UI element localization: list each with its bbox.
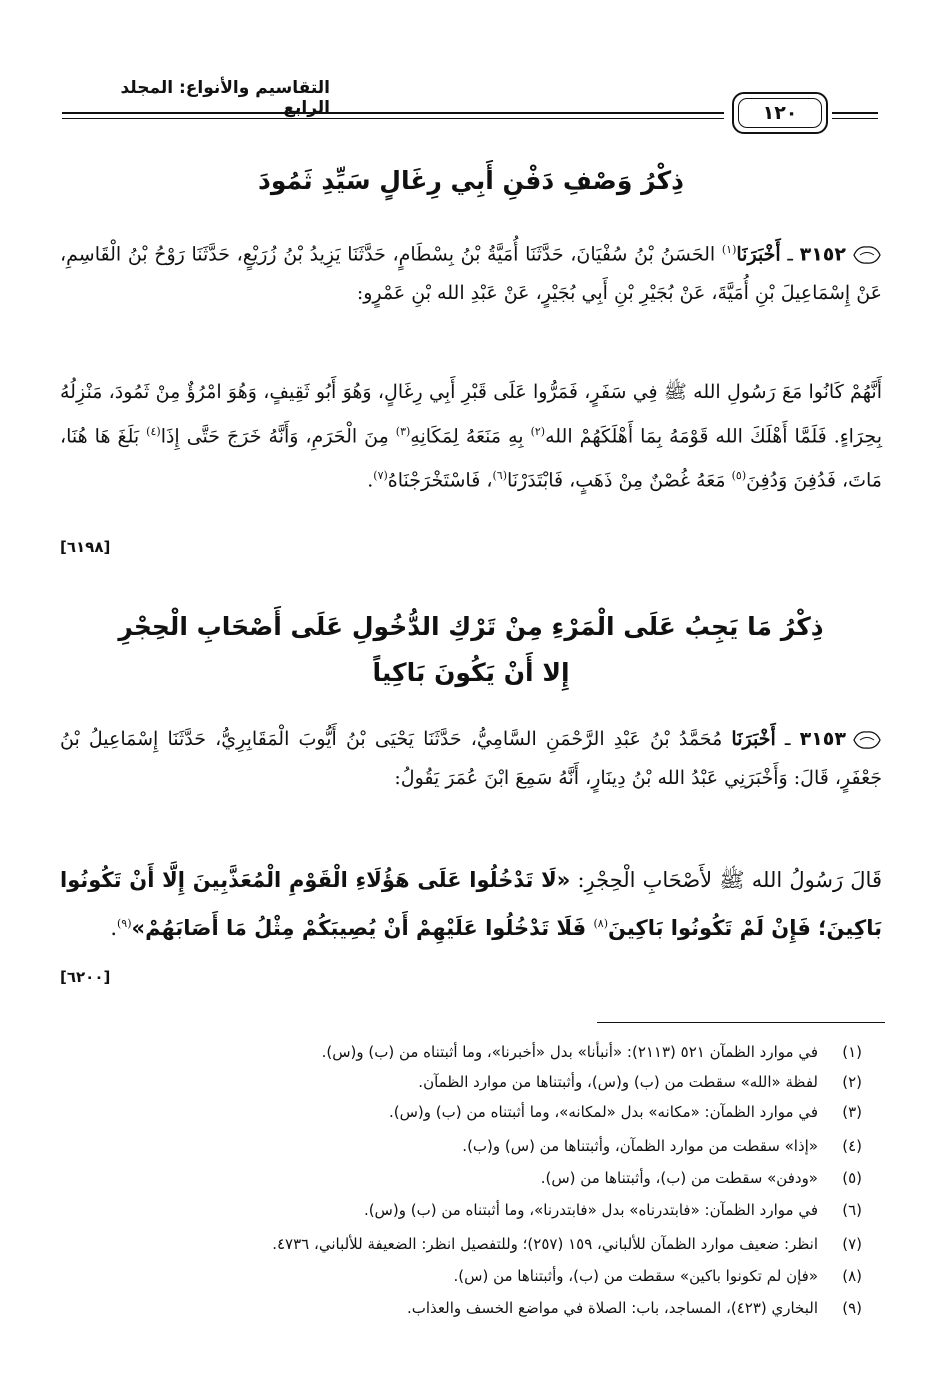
footnote bbox=[102, 1298, 862, 1318]
hadith-matn bbox=[60, 858, 882, 950]
footnote-mark: (٤) bbox=[146, 425, 161, 438]
footnote-number: (٤) bbox=[842, 1137, 862, 1155]
header-rule bbox=[832, 112, 878, 114]
page-number: ١٢٠ bbox=[738, 98, 822, 128]
footnote bbox=[102, 1266, 862, 1286]
running-title: التقاسيم والأنواع: المجلد الرابع bbox=[120, 78, 330, 118]
hadith-reference: [٦١٩٨] bbox=[60, 538, 111, 556]
footnote-mark: (٧) bbox=[373, 469, 388, 483]
footnote-text: لفظة «الله» سقطت من (ب) و(س)، وأثبتناها من موارد الظمآن. bbox=[418, 1073, 818, 1091]
footnote bbox=[102, 1042, 862, 1062]
prophetic-quote: فَلَا تَدْخُلُوا عَلَيْهِمْ أَنْ يُصِيبَكُمْ مِثْلُ مَا أَصَابَهُمْ» bbox=[131, 916, 594, 940]
footnote-mark: (٢) bbox=[530, 425, 546, 438]
isnad-text: مُحَمَّدُ بْنُ عَبْدِ الرَّحْمَنِ السَّامِيُّ، حَدَّثَنَا يَحْيَى بْنُ أَيُّوبَ الْمَقَابِرِيُّ، حَدَّثَنَا إِسْمَاعِيلُ بْنُ جَعْفَرٍ، قَالَ: وَأَخْبَرَنِي عَبْدُ الله بْنُ دِينَارٍ، أَنَّهُ سَمِعَ ابْنَ عُمَرَ يَقُولُ: bbox=[60, 728, 882, 789]
matn-text: مِنَ الْحَرَمِ، وَأَنَّهُ خَرَجَ حَتَّى إِذَا bbox=[160, 425, 396, 448]
footnote-text: البخاري (٤٢٣)، المساجد، باب: الصلاة في مواضع الخسف والعذاب. bbox=[406, 1299, 818, 1317]
akhbarana-label: أَخْبَرَنَا bbox=[736, 243, 781, 266]
hadith-badge-icon bbox=[846, 243, 882, 265]
footnote-number: (٦) bbox=[842, 1201, 862, 1219]
footnote-mark: (٩) bbox=[117, 917, 132, 930]
footnote-separator bbox=[597, 1022, 885, 1023]
footnote bbox=[102, 1200, 862, 1220]
footnote-number: (٩) bbox=[842, 1299, 862, 1317]
footnote-number: (٨) bbox=[842, 1267, 862, 1285]
page-number-frame bbox=[732, 92, 828, 134]
hadith-isnad: ٣١٥٢ ـ أَخْبَرَنَا$^{(١)}$ الحَسَنُ بْنُ سُفْيَانَ، حَدَّثَنَا أُمَيَّةُ بْنُ بِسْطَامٍ، حَدَّثَنَا يَزِيدُ بْنُ زُرَيْعٍ، حَدَّثَنَا رَوْحُ بْنُ الْقَاسِمِ، عَنْ إِسْمَاعِيلَ بْنِ أُمَيَّةَ، عَنْ بُجَيْرِ بْنِ أَبِي بُجَيْرٍ، عَنْ عَبْدِ الله بْنِ عَمْرٍو: bbox=[60, 243, 882, 305]
matn-text: ، فَاسْتَخْرَجْنَاهُ bbox=[387, 469, 493, 492]
akhbarana-label: أَخْبَرَنَا bbox=[731, 728, 776, 750]
hadith-number: ٣١٥٢ bbox=[799, 243, 846, 266]
footnote-text: «إذا» سقطت من موارد الظمآن، وأثبتناها من (س) و(ب). bbox=[462, 1137, 818, 1155]
footnote-text: في موارد الظمآن: «مكانه» بدل «لمكانه»، وما أثبتناه من (ب) و(س). bbox=[388, 1103, 818, 1121]
hadith-isnad: ٣١٥٣ ـ أَخْبَرَنَا مُحَمَّدُ بْنُ عَبْدِ الرَّحْمَنِ السَّامِيُّ، حَدَّثَنَا يَحْيَى بْنُ أَيُّوبَ الْمَقَابِرِيُّ، حَدَّثَنَا إِسْمَاعِيلُ بْنُ جَعْفَرٍ، قَالَ: وَأَخْبَرَنِي عَبْدُ الله بْنُ دِينَارٍ، أَنَّهُ سَمِعَ ابْنَ عُمَرَ يَقُولُ: bbox=[60, 728, 882, 789]
footnote-text: انظر: ضعيف موارد الظمآن للألباني، ١٥٩ (٢٥٧)؛ وللتفصيل انظر: الضعيفة للألباني، ٤٧٣٦. bbox=[272, 1235, 818, 1253]
footnote-mark: (٥) bbox=[731, 469, 747, 483]
footnote-text: «ودفن» سقطت من (ب)، وأثبتناها من (س). bbox=[540, 1169, 818, 1187]
footnote-number: (٣) bbox=[842, 1103, 862, 1121]
header-rule bbox=[62, 118, 724, 119]
prophetic-quote: «لَا تَدْخُلُوا عَلَى هَؤُلَاءِ الْقَوْمِ الْمُعَذَّبِينَ إِلَّا أَنْ تَكُونُوا بَاكِينَ؛ فَإِنْ لَمْ تَكُونُوا بَاكِينَ bbox=[60, 868, 882, 940]
hadith-badge-icon bbox=[846, 728, 882, 750]
isnad-text: الحَسَنُ بْنُ سُفْيَانَ، حَدَّثَنَا أُمَيَّةُ بْنُ بِسْطَامٍ، حَدَّثَنَا يَزِيدُ بْنُ زُرَيْعٍ، حَدَّثَنَا رَوْحُ بْنُ الْقَاسِمِ، عَنْ إِسْمَاعِيلَ بْنِ أُمَيَّةَ، عَنْ بُجَيْرِ بْنِ أَبِي بُجَيْرٍ، عَنْ عَبْدِ الله بْنِ عَمْرٍو: bbox=[60, 243, 882, 305]
footnote-number: (٢) bbox=[842, 1073, 862, 1091]
section-heading: ذِكْرُ وَصْفِ دَفْنِ أَبِي رِغَالٍ سَيِّدِ ثَمُودَ bbox=[258, 166, 684, 195]
hadith-matn bbox=[60, 373, 882, 501]
header-rule bbox=[832, 118, 878, 119]
footnote-text: «فإن لم تكونوا باكين» سقطت من (ب)، وأثبتناها من (س). bbox=[453, 1267, 818, 1285]
matn-text: . bbox=[367, 469, 374, 492]
section-heading: إِلا أَنْ يَكُونَ بَاكِياً bbox=[372, 658, 570, 687]
footnote-number: (٧) bbox=[842, 1235, 862, 1253]
footnote bbox=[102, 1102, 862, 1122]
footnote bbox=[102, 1168, 862, 1188]
footnote bbox=[102, 1136, 862, 1156]
matn-text: . bbox=[110, 916, 117, 940]
section-heading: ذِكْرُ مَا يَجِبُ عَلَى الْمَرْءِ مِنْ تَرْكِ الدُّخُولِ عَلَى أَصْحَابِ الْحِجْرِ bbox=[118, 612, 824, 641]
footnote-mark: (٣) bbox=[395, 425, 411, 438]
matn-text: بِهِ مَنَعَهُ لِمَكَانِهِ bbox=[410, 425, 531, 448]
footnote bbox=[102, 1234, 862, 1254]
footnote bbox=[102, 1072, 862, 1092]
matn-text: أَنَّهُمْ كَانُوا مَعَ رَسُولِ الله ﷺ فِي سَفَرٍ، فَمَرُّوا عَلَى قَبْرِ أَبِي رِغَالٍ، وَهُوَ أَبُو ثَقِيفٍ، وَهُوَ امْرُؤٌ مِنْ ثَمُودَ، مَنْزِلُهُ بِحِرَاءٍ. فَلَمَّا أَهْلَكَ الله قَوْمَهُ بِمَا أَهْلَكَهُمْ الله bbox=[60, 381, 882, 448]
footnote-number: (١) bbox=[842, 1043, 862, 1061]
footnote-mark: (٦) bbox=[492, 469, 507, 483]
footnote-text: في موارد الظمآن ٥٢١ (٢١١٣): «أنبأنا» بدل «أخبرنا»، وما أثبتناه من (ب) و(س). bbox=[321, 1043, 818, 1061]
header-rule bbox=[62, 112, 724, 114]
footnote-number: (٥) bbox=[842, 1169, 862, 1187]
matn-text: بَلَغَ هَا هُنَا، مَاتَ، فَدُفِنَ وَدُفِنَ bbox=[60, 425, 882, 492]
hadith-reference: [٦٢٠٠] bbox=[60, 968, 111, 986]
matn-text: قَالَ رَسُولُ الله ﷺ لأَصْحَابِ الْحِجْرِ: bbox=[570, 868, 882, 892]
footnote-text: في موارد الظمآن: «فابتدرناه» بدل «فابتدرنا»، وما أثبتناه من (ب) و(س). bbox=[363, 1201, 818, 1219]
matn-text: مَعَهُ غُصْنٌ مِنْ ذَهَبٍ، فَابْتَدَرْنَا bbox=[506, 469, 732, 492]
footnote-mark: (١) bbox=[721, 243, 737, 256]
footnote-mark: (٨) bbox=[593, 917, 609, 930]
hadith-number: ٣١٥٣ bbox=[799, 728, 846, 750]
